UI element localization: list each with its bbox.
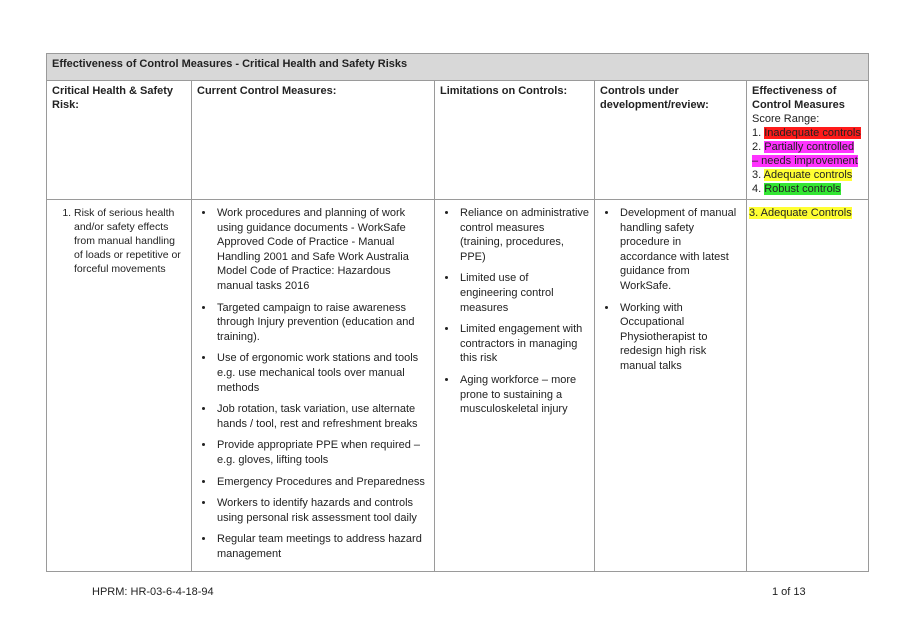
list-item: • Reliance on administrative control measures (training, procedures, PPE) xyxy=(458,206,589,264)
development-list xyxy=(600,206,741,374)
list-item: • Targeted campaign to raise awareness through Injury prevention (education and training). xyxy=(215,301,429,345)
list-item: • Emergency Procedures and Preparedness xyxy=(215,475,429,490)
header-effectiveness-cell xyxy=(747,81,869,200)
score-item xyxy=(752,168,863,182)
risk-cell xyxy=(47,200,192,572)
score-num: 4. xyxy=(752,183,765,195)
score-range-label: Score Range: xyxy=(752,113,820,125)
score-num: 1. xyxy=(752,127,765,139)
development-cell xyxy=(595,200,747,572)
effectiveness-rating: 3. Adequate Controls xyxy=(749,207,852,219)
header-current-controls: Current Control Measures: xyxy=(192,81,435,200)
list-item: • Workers to identify hazards and controls using personal risk assessment tool daily xyxy=(215,496,429,525)
score-item xyxy=(752,126,863,140)
header-risk: Critical Health & Safety Risk: xyxy=(47,81,192,200)
footer-page-number: 1 of 13 xyxy=(772,586,806,598)
header-development: Controls under development/review: xyxy=(595,81,747,200)
risk-item: 1. Risk of serious health and/or safety effects from manual handling of loads or repetitive or forceful movements xyxy=(74,206,186,276)
footer-hprm: HPRM: HR-03-6-4-18-94 xyxy=(92,586,214,598)
score-item xyxy=(752,182,863,196)
score-text: Robust controls xyxy=(764,183,841,195)
list-item: • Job rotation, task variation, use alternate hands / tool, rest and refreshment breaks xyxy=(215,402,429,431)
header-effectiveness: Effectiveness of Control Measures xyxy=(752,85,845,111)
list-item: • Work procedures and planning of work using guidance documents - WorkSafe Approved Code of Practice - Manual Handling 2001 and Safe Work Australia Model Code of Practice: Hazardous manual tasks 2016 xyxy=(215,206,429,294)
list-item: • Development of manual handling safety procedure in accordance with latest guidance from WorkSafe. xyxy=(618,206,741,294)
limitations-list xyxy=(440,206,589,417)
score-range-list xyxy=(752,126,863,196)
score-num: 3. xyxy=(752,169,764,181)
score-num: 2. xyxy=(752,141,765,153)
risk-list xyxy=(52,206,186,276)
score-text: Adequate controls xyxy=(763,169,853,181)
current-controls-cell xyxy=(192,200,435,572)
effectiveness-cell xyxy=(747,200,869,572)
header-limitations: Limitations on Controls: xyxy=(435,81,595,200)
limitations-cell xyxy=(435,200,595,572)
list-item: • Use of ergonomic work stations and tools e.g. use mechanical tools over manual methods xyxy=(215,351,429,395)
current-controls-list xyxy=(197,206,429,561)
list-item: • Limited use of engineering control measures xyxy=(458,271,589,315)
score-text: Inadequate controls xyxy=(764,127,861,139)
list-item: • Aging workforce – more prone to sustaining a musculoskeletal injury xyxy=(458,373,589,417)
list-item: • Regular team meetings to address hazard management xyxy=(215,532,429,561)
list-item: • Limited engagement with contractors in managing this risk xyxy=(458,322,589,366)
list-item: • Working with Occupational Physiotherapist to redesign high risk manual talks xyxy=(618,301,741,374)
list-item: • Provide appropriate PPE when required – e.g. gloves, lifting tools xyxy=(215,438,429,467)
score-item xyxy=(752,140,863,168)
table-title: Effectiveness of Control Measures - Critical Health and Safety Risks xyxy=(47,54,869,81)
score-text: Partially controlled – needs improvement xyxy=(752,141,858,167)
risk-table xyxy=(46,53,869,572)
